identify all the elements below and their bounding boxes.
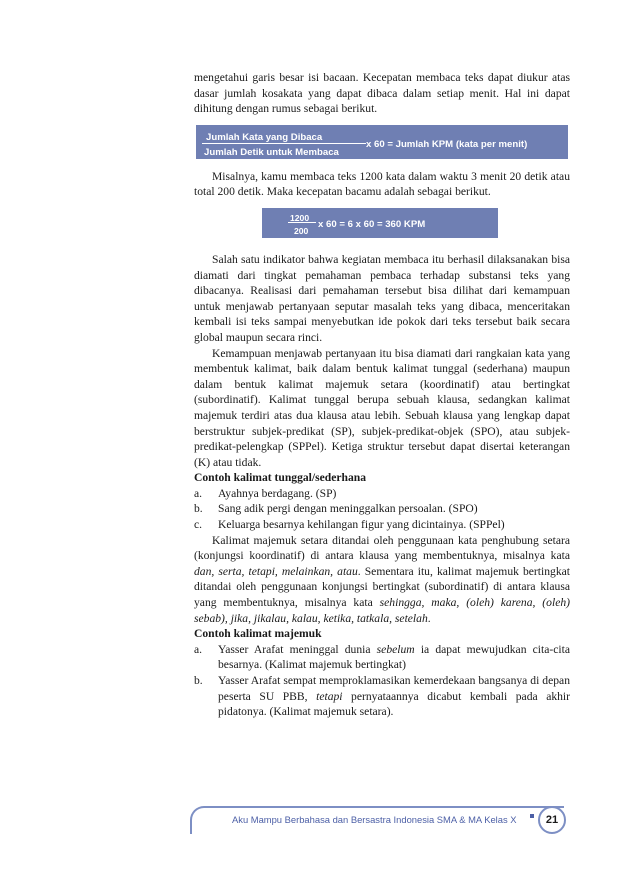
page-number: 21 xyxy=(538,806,566,834)
footer-book-title: Aku Mampu Berbahasa dan Bersastra Indonesia SMA & MA Kelas X xyxy=(232,814,517,825)
kpm-formula xyxy=(196,125,568,159)
paragraph-compound: Kalimat majemuk setara ditandai oleh penggunaan kata penghubung setara (konjungsi koordinatif) di antara klausa yang membentuknya, misalnya kata dan, serta, tetapi, melainkan, atau. Sementara itu, kalimat majemuk bertingkat ditandai oleh penggunaan konjungsi bertingkat (subordinatif) di antara klausa yang membentuknya, misalnya kata sehingga, maka, (oleh) karena, (oleh) sebab), jika, jikalau, kalau, ketika, tatkala, setelah. xyxy=(194,533,570,625)
formula-result: x 60 = Jumlah KPM (kata per menit) xyxy=(366,138,528,150)
list-item: b. Sang adik pergi dengan meninggalkan persoalan. (SPO) xyxy=(194,502,478,516)
page-footer xyxy=(190,806,564,834)
formula-denominator: Jumlah Detik untuk Membaca xyxy=(204,146,339,158)
list-item: a. Ayahnya berdagang. (SP) xyxy=(194,486,337,500)
paragraph-ability: Kemampuan menjawab pertanyaan itu bisa diamati dari rangkaian kata yang membentuk kalimat, baik dalam bentuk kalimat tunggal (sederhana) maupun dalam bentuk kalimat majemuk setara (koordinatif) atau bertingkat (subordinatif). Kalimat tunggal berupa sebuah klausa, sedangkan kalimat majemuk terdiri atas dua klausa atau lebih. Sebuah klausa yang lengkap dapat berstruktur subjek-predikat (SP), subjek-predikat-objek (SPO), atau subjek-predikat-pelengkap (SPPel). Ketiga struktur tersebut dapat disertai keterangan (K) atau tidak. xyxy=(194,346,570,469)
list-item: b. Yasser Arafat sempat memproklamasikan kemerdekaan bangsanya di depan peserta SU PBB, tetapi pernyataannya dicabut kembali pada akhir pidatonya. (Kalimat majemuk setara). xyxy=(194,674,571,719)
example-result: x 60 = 6 x 60 = 360 KPM xyxy=(318,218,426,230)
paragraph-indicator: Salah satu indikator bahwa kegiatan membaca itu berhasil dilaksanakan bisa diamati dari tingkat pemahaman pembaca terhadap substansi teks yang dibacanya. Realisasi dari pemahaman tersebut bisa dilihat dari kemampuan untuk menjawab pertanyaan seputar masalah teks yang dibaca, menceritakan kembali isi teks sampai menyebutkan ide pokok dari teks tersebut baik secara global maupun secara rinci. xyxy=(194,252,570,344)
fraction-line xyxy=(288,222,316,223)
example-paragraph: Misalnya, kamu membaca teks 1200 kata dalam waktu 3 menit 20 detik atau total 200 detik. Maka kecepatan bacamu adalah sebagai berikut. xyxy=(194,169,570,199)
example-denominator: 200 xyxy=(294,225,309,236)
list-item: a. Yasser Arafat meninggal dunia sebelum ia dapat mewujudkan cita-cita besarnya. (Kalimat majemuk bertingkat) xyxy=(194,642,570,672)
fraction-line xyxy=(202,143,366,144)
heading-single-sentence: Contoh kalimat tunggal/sederhana xyxy=(194,471,366,485)
example-formula xyxy=(262,208,498,238)
intro-paragraph: mengetahui garis besar isi bacaan. Kecepatan membaca teks dapat diukur atas dasar jumlah kosakata yang dapat dibaca dalam setiap menit. Hal ini dapat dihitung dengan rumus sebagai berikut. xyxy=(194,71,570,116)
footer-dot xyxy=(530,814,534,818)
formula-numerator: Jumlah Kata yang Dibaca xyxy=(206,131,323,143)
example-numerator: 1200 xyxy=(290,212,310,223)
page-body xyxy=(194,70,570,720)
heading-compound-sentence: Contoh kalimat majemuk xyxy=(194,627,322,641)
list-item: c. Keluarga besarnya kehilangan figur yang dicintainya. (SPPel) xyxy=(194,518,505,532)
